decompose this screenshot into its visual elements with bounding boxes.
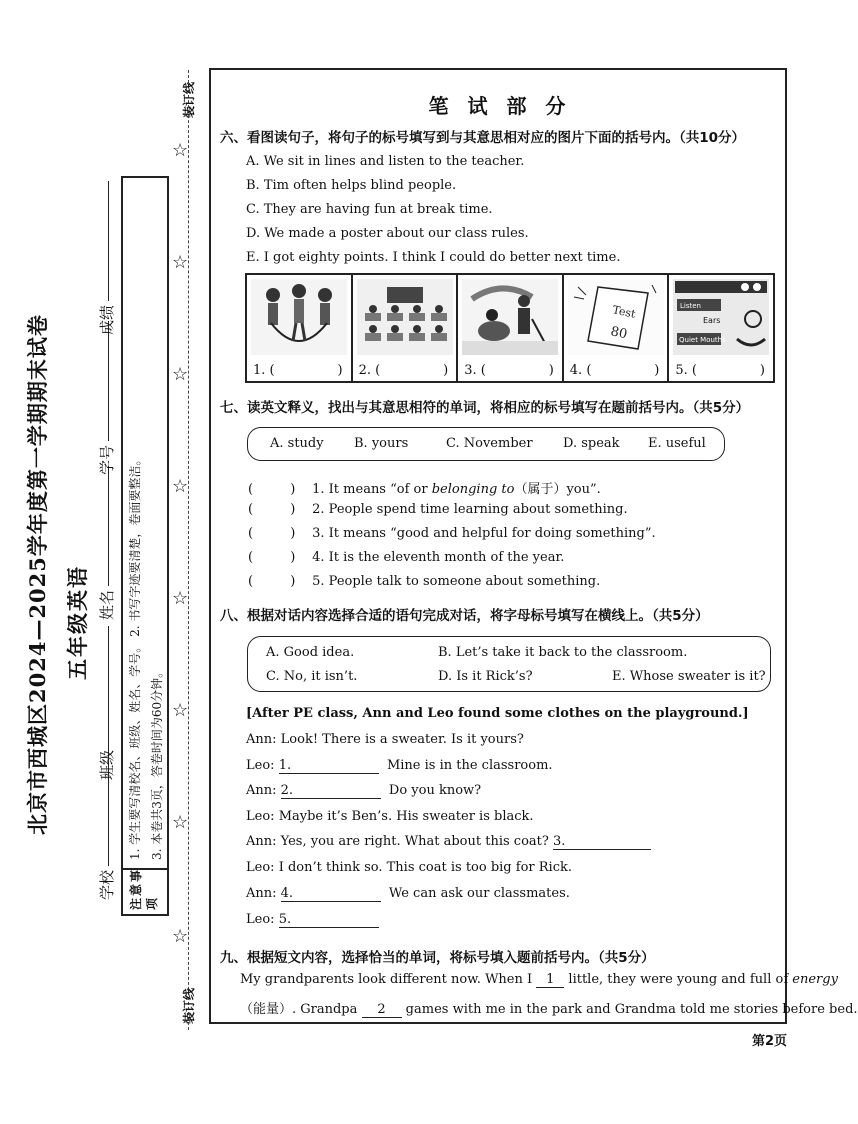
dialogue-line-6: Leo: I don’t think so. This coat is too big for Rick. xyxy=(246,860,572,875)
binding-label-top: 装订线 xyxy=(182,81,196,118)
dialogue-line-8: Leo: 5. xyxy=(246,912,379,928)
q6-sentence-a: A. We sit in lines and listen to the teacher. xyxy=(246,154,525,169)
dialogue-line-1: Ann: Look! There is a sweater. Is it yours? xyxy=(246,732,524,747)
dialogue-line-7: Ann: 4. We can ask our classmates. xyxy=(246,886,570,901)
q9-passage-line-2: （能量）. Grandpa 2 games with me in the park and Grandma told me stories before bed. xyxy=(240,1002,858,1017)
dialogue-line-2: Leo: 1. Mine is in the classroom. xyxy=(246,758,553,773)
star-icon: ☆ xyxy=(172,476,189,497)
dialogue-option-e: E. Whose sweater is it? xyxy=(612,669,766,684)
poster-word-quiet-mouths: Quiet Mouths xyxy=(679,336,727,344)
answer-blank-2[interactable]: ) xyxy=(443,363,449,378)
test-word: Test xyxy=(611,303,637,321)
kids-jumping-rope-image xyxy=(251,279,347,355)
field-class[interactable]: 班级 xyxy=(96,626,117,780)
dialogue-option-c: C. No, it isn’t. xyxy=(266,669,358,684)
answer-blank[interactable]: 2. xyxy=(281,783,381,799)
page-number: 第2页 xyxy=(752,1034,788,1049)
q7-heading: 七、读英文释义，找出与其意思相符的单词，将相应的标号填写在题前括号内。（共5分） xyxy=(220,400,750,416)
q7-item-1: ( ) 1. It means “of or belonging to（属于）you”. xyxy=(248,482,601,497)
picture-cell-3 xyxy=(458,275,564,381)
q8-option-box xyxy=(247,636,771,692)
field-score[interactable]: 成绩 xyxy=(96,181,117,335)
helping-blind-person-image xyxy=(462,279,558,355)
exam-subtitle: 五年级英语 xyxy=(65,565,90,680)
q8-scene: [After PE class, Ann and Leo found some clothes on the playground.] xyxy=(246,706,749,721)
q6-heading: 六、看图读句子，将句子的标号填写到与其意思相对应的图片下面的括号内。（共10分） xyxy=(220,130,746,146)
q6-sentence-d: D. We made a poster about our class rules. xyxy=(246,226,529,241)
binding-strip xyxy=(0,0,205,1124)
picture-cell-4 xyxy=(564,275,670,381)
field-name[interactable]: 姓名 xyxy=(96,466,117,620)
q7-word-box xyxy=(247,427,725,461)
test-score: 80 xyxy=(608,324,629,343)
answer-blank[interactable]: 1. xyxy=(279,758,379,774)
section-title: 笔 试 部 分 xyxy=(428,94,572,118)
q7-item-4: ( ) 4. It is the eleventh month of the year. xyxy=(248,550,565,565)
poster-word-ears: Ears xyxy=(703,316,721,325)
q7-item-2: ( ) 2. People spend time learning about something. xyxy=(248,502,628,517)
dialogue-option-b: B. Let’s take it back to the classroom. xyxy=(438,645,688,660)
picture-label-2: 2. ( xyxy=(358,363,381,378)
word-option-e: E. useful xyxy=(648,436,706,451)
field-student-id[interactable]: 学号 xyxy=(96,321,117,475)
answer-paren[interactable]: ( ) xyxy=(248,574,296,589)
picture-cell-1 xyxy=(247,275,353,381)
answer-blank-5[interactable]: ) xyxy=(759,363,765,378)
answer-blank-1[interactable]: ) xyxy=(337,363,343,378)
star-icon: ☆ xyxy=(172,364,189,385)
answer-paren[interactable]: ( ) xyxy=(248,482,296,497)
picture-cell-2 xyxy=(353,275,459,381)
star-icon: ☆ xyxy=(172,926,189,947)
notice-line-2: 3. 本卷共3页，答卷时间为60分钟。 xyxy=(150,665,164,860)
q7-item-5: ( ) 5. People talk to someone about something. xyxy=(248,574,601,589)
answer-blank[interactable]: 1 xyxy=(536,972,564,988)
answer-blank[interactable]: 5. xyxy=(279,912,379,928)
field-school[interactable]: 学校 xyxy=(96,746,117,900)
answer-blank[interactable]: 2 xyxy=(362,1002,402,1018)
binding-label-bottom: 装订线 xyxy=(182,987,196,1024)
answer-paren[interactable]: ( ) xyxy=(248,526,296,541)
answer-blank-4[interactable]: ) xyxy=(654,363,660,378)
q6-sentence-b: B. Tim often helps blind people. xyxy=(246,178,457,193)
poster-word-listen: Listen xyxy=(680,302,702,310)
classroom-image xyxy=(357,279,453,355)
star-icon: ☆ xyxy=(172,140,189,161)
answer-blank[interactable]: 4. xyxy=(281,886,381,902)
answer-paren[interactable]: ( ) xyxy=(248,550,296,565)
star-icon: ☆ xyxy=(172,588,189,609)
q9-passage-line-1: My grandparents look different now. When I 1 little, they were young and full of energy xyxy=(240,972,838,987)
q8-heading: 八、根据对话内容选择合适的语句完成对话，将字母标号填写在横线上。（共5分） xyxy=(220,608,709,624)
q7-item-3: ( ) 3. It means “good and helpful for doing something”. xyxy=(248,526,656,541)
notice-line-1: 1. 学生要写清校名、班级、姓名、学号。 2. 书写字迹要清楚，卷面要整洁。 xyxy=(128,453,142,860)
dialogue-line-4: Leo: Maybe it’s Ben’s. His sweater is black. xyxy=(246,809,534,824)
star-icon: ☆ xyxy=(172,252,189,273)
answer-paren[interactable]: ( ) xyxy=(248,502,296,517)
picture-label-3: 3. ( xyxy=(464,363,486,378)
word-option-d: D. speak xyxy=(563,436,620,451)
picture-label-1: 1. ( xyxy=(253,363,275,378)
star-icon: ☆ xyxy=(172,812,189,833)
word-option-a: A. study xyxy=(270,436,324,451)
star-icon: ☆ xyxy=(172,700,189,721)
word-option-c: C. November xyxy=(446,436,533,451)
picture-label-4: 4. ( xyxy=(569,363,592,378)
q6-picture-row xyxy=(245,273,775,383)
test-paper-image xyxy=(568,279,664,355)
answer-blank-3[interactable]: ) xyxy=(548,363,554,378)
q6-sentence-c: C. They are having fun at break time. xyxy=(246,202,493,217)
dialogue-line-3: Ann: 2. Do you know? xyxy=(246,783,482,798)
dialogue-option-d: D. Is it Rick’s? xyxy=(438,669,533,684)
dialogue-line-5: Ann: Yes, you are right. What about this coat? 3. xyxy=(246,834,651,850)
word-option-b: B. yours xyxy=(354,436,409,451)
q9-heading: 九、根据短文内容，选择恰当的单词，将标号填入题前括号内。（共5分） xyxy=(220,950,655,966)
q6-sentence-e: E. I got eighty points. I think I could do better next time. xyxy=(246,250,621,265)
picture-cell-5 xyxy=(669,275,773,381)
answer-blank[interactable]: 3. xyxy=(553,834,651,850)
exam-title: 北京市西城区2024—2025学年度第一学期期末试卷 xyxy=(25,314,50,835)
notice-label: 注意事项 xyxy=(129,867,159,910)
binding-line xyxy=(188,70,189,1030)
dialogue-option-a: A. Good idea. xyxy=(266,645,355,660)
picture-label-5: 5. ( xyxy=(675,363,697,378)
class-rules-poster-image xyxy=(673,279,769,355)
